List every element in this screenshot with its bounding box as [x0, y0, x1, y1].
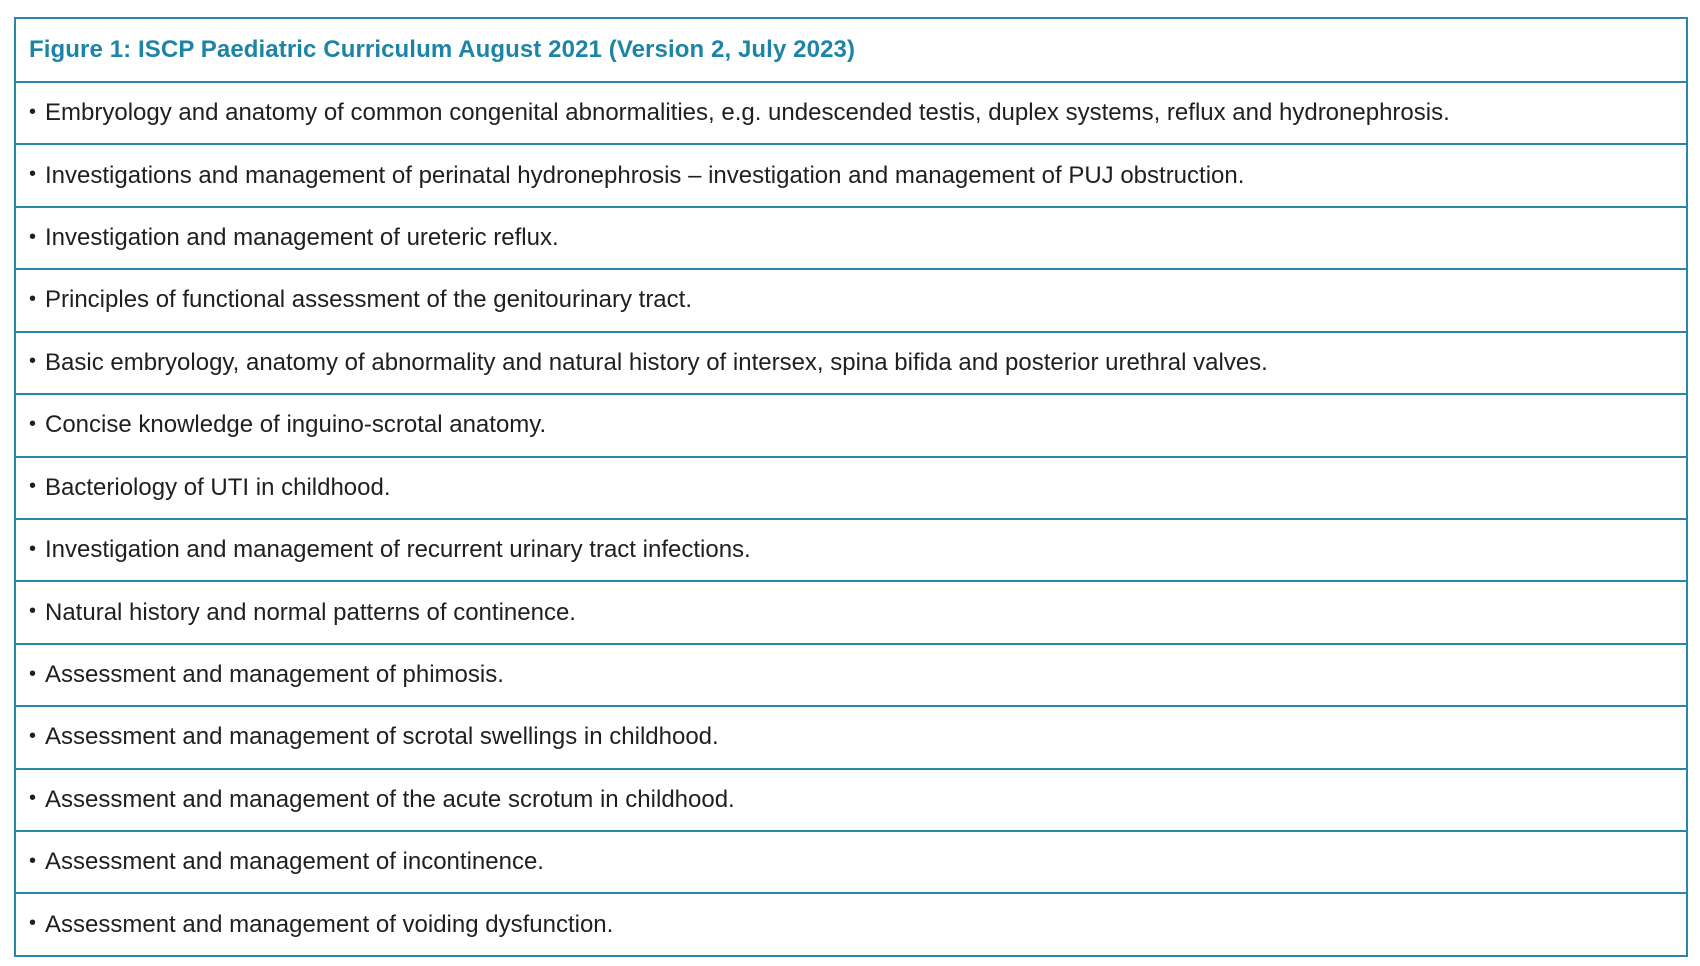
table-row	[16, 520, 1686, 582]
bullet-icon: •	[29, 662, 37, 685]
table-row	[16, 645, 1686, 707]
row-text: Assessment and management of phimosis.	[45, 661, 504, 688]
row-text: Assessment and management of incontinence.	[45, 848, 544, 876]
table-row	[16, 707, 1686, 769]
table-row	[16, 894, 1686, 954]
bullet-icon: •	[29, 912, 37, 935]
row-text: Embryology and anatomy of common congenital abnormalities, e.g. undescended testis, duplex systems, reflux and hydronephrosis.	[45, 99, 1450, 127]
table-row	[16, 582, 1686, 644]
table-row	[16, 270, 1686, 332]
table-row	[16, 145, 1686, 207]
bullet-icon: •	[29, 225, 37, 248]
row-text: Assessment and management of the acute scrotum in childhood.	[45, 785, 735, 813]
bullet-icon: •	[29, 600, 37, 623]
bullet-icon: •	[29, 163, 37, 186]
bullet-icon: •	[29, 100, 37, 123]
row-text: Assessment and management of scrotal swellings in childhood.	[45, 723, 719, 751]
row-text: Investigation and management of ureteric reflux.	[45, 224, 559, 252]
row-text: Assessment and management of voiding dysfunction.	[45, 910, 614, 938]
bullet-icon: •	[29, 475, 37, 498]
table-row	[16, 770, 1686, 832]
row-text: Concise knowledge of inguino-scrotal anatomy.	[45, 411, 547, 439]
table-row	[16, 83, 1686, 145]
row-text: Natural history and normal patterns of continence.	[45, 598, 576, 626]
table-row	[16, 832, 1686, 894]
table-header	[16, 19, 1686, 83]
figure-title: Figure 1: ISCP Paediatric Curriculum August 2021 (Version 2, July 2023)	[29, 36, 856, 63]
table-row	[16, 395, 1686, 457]
row-text: Basic embryology, anatomy of abnormality and natural history of intersex, spina bifida and posterior urethral valves.	[45, 348, 1268, 376]
bullet-icon: •	[29, 412, 37, 435]
bullet-icon: •	[29, 537, 37, 560]
table-row	[16, 458, 1686, 520]
row-text: Bacteriology of UTI in childhood.	[45, 473, 391, 501]
curriculum-table	[14, 17, 1688, 957]
bullet-icon: •	[29, 849, 37, 872]
row-text: Investigations and management of perinatal hydronephrosis – investigation and management of PUJ obstruction.	[45, 161, 1245, 189]
bullet-icon: •	[29, 787, 37, 810]
table-row	[16, 333, 1686, 395]
table-row	[16, 208, 1686, 270]
bullet-icon: •	[29, 724, 37, 747]
row-text: Investigation and management of recurrent urinary tract infections.	[45, 536, 751, 564]
row-text: Principles of functional assessment of the genitourinary tract.	[45, 286, 692, 314]
bullet-icon: •	[29, 287, 37, 310]
bullet-icon: •	[29, 350, 37, 373]
